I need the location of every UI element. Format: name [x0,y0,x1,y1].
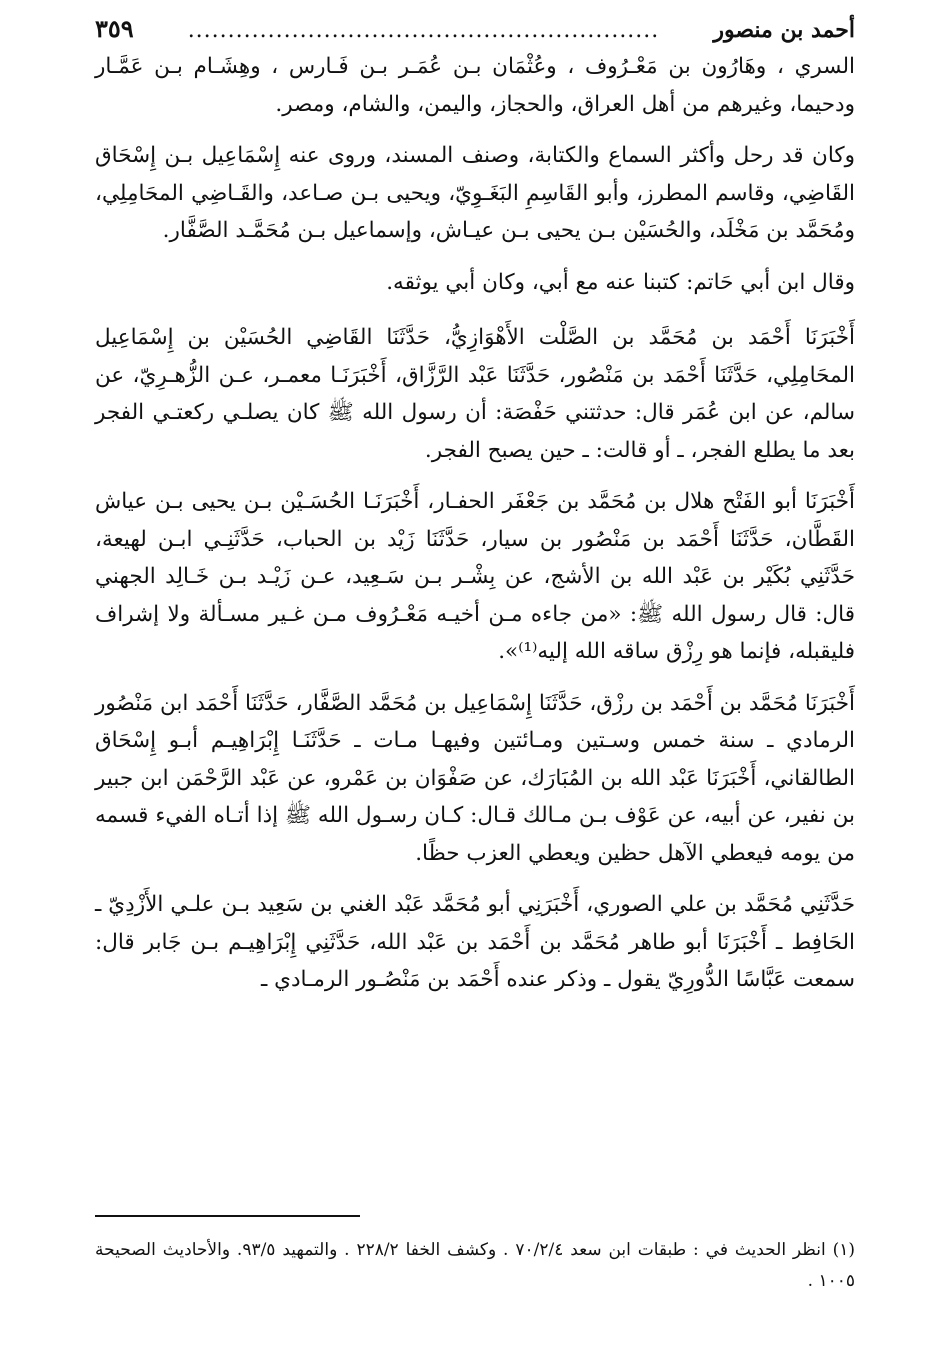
paragraph: أَخْبَرَنَا أَحْمَد بن مُحَمَّد بن الصَّلْت الأَهْوَازِيُّ، حَدَّثَنَا القَاضِي الحُسَيْن بن إِسْمَاعِيل المحَامِلِي، حَدَّثَنَا أَحْمَد بن مَنْصُور، حَدَّثَنَا عَبْد الرَّزَّاق، أَخْبَرَنَـا معمـر، عـن الزُّهـرِيّ، عن سالم، عن ابن عُمَر قال: حدثتني حَفْصَة: أن رسول الله ﷺ كان يصلـي ركعتـي الفجر بعد ما يطلع الفجر، ـ أو قالت: ـ حين يصبح الفجر. [95,325,855,463]
footnote: (١) انظر الحديث في : طبقات ابن سعد ٧٠/٢/٤ . وكشف الخفا ٢٢٨/٢ . والتمهيد ٩٣/٥. والأحاديث الصحيحة ١٠٠٥ . [95,1240,855,1291]
body-text [95,48,855,999]
running-header-title: أحمد بن منصور [713,17,855,43]
footnotes [95,1235,855,1297]
paragraph: السري ، وهَارُون بن مَعْـرُوف ، وعُثْمَان بـن عُمَـر بـن فَـارس ، وهِشَـام بـن عَمَّـار ودحيما، وغيرهم من أهل العراق، والحجاز، واليمن، والشام، ومصر. [95,54,855,117]
paragraph: أَخْبَرَنَا أبو الفَتْح هلال بن مُحَمَّد بن جَعْفَر الحفـار، أَخْبَرَنَـا الحُسَـيْن بـن يحيى بـن عياش القَطَّان، حَدَّثَنَا أَحْمَد بن مَنْصُور بن سيار، حَدَّثَنَا زَيْد بن الحباب، حَدَّثَنِـي ابـن لهيعة، حَدَّثَنِي بُكَيْر بن عَبْد الله بن الأشج، عن بِشْـر بـن سَـعِيد، عـن زَيْـد بـن خَـالِد الجهني قال: قال رسول الله ﷺ: «من جاءه مـن أخيـه مَعْـرُوف مـن غـير مسـألة ولا إشراف فليقبله، فإنما هو رِزْق ساقه الله إليه⁽¹⁾». [95,489,855,664]
footnote-divider [95,1215,360,1217]
paragraph: حَدَّثَنِي مُحَمَّد بن علي الصوري، أَخْبَرَنِي أبو مُحَمَّد عَبْد الغني بن سَعِيد بـن علـي الأَزْدِيّ ـ الحَافِط ـ أَخْبَرَنَا أبو طاهر مُحَمَّد بن أَحْمَد بن عَبْد الله، حَدَّثَنِي إِبْرَاهِيـم بـن جَابر قال: سمعت عَبَّاسًا الدُّورِيّ يقول ـ وذكر عنده أَحْمَد بن مَنْصُـور الرمـادي ـ [95,892,855,992]
paragraph: أَخْبَرَنَا مُحَمَّد بن أَحْمَد بن رزْق، حَدَّثَنَا إِسْمَاعِيل بن مُحَمَّد الصَّفَّار، حَدَّثَنَا أَحْمَد ابن مَنْصُور الرمادي ـ سنة خمس وسـتين ومـائتين وفيهـا مـات ـ حَدَّثَنَـا إِبْرَاهِيـم أبـو إِسْحَاق الطالقاني، أَخْبَرَنَا عَبْد الله بن المُبَارَك، عن صَفْوَان بن عَمْرو، عن عَبْد الرَّحْمَن ابن جبير بن نفير، عن أبيه، عن عَوْف بـن مـالك قـال: كـان رسـول الله ﷺ إذا أتـاه الفيء قسمه من يومه فيعطي الآهل حظين ويعطي العزب حظًا. [95,690,855,866]
page-number: ٣٥٩ [95,14,134,43]
paragraph: وكان قد رحل وأكثر السماع والكتابة، وصنف المسند، وروى عنه إِسْمَاعِيل بـن إِسْحَاق القَاضِي، وقاسم المطرز، وأبو القَاسِمِ البَغَـوِيّ، ويحيى بـن صـاعد، والقَـاضِي المحَامِلِي، ومُحَمَّد بن مَخْلَد، والحُسَيْن بـن يحيى بـن عيـاش، وإسماعيل بـن مُحَمَّـد الصَّفَّار. [95,143,855,243]
paragraph: وقال ابن أبي حَاتم: كتبنا عنه مع أبي، وكان أبي يوثقه. [386,269,855,295]
running-header [95,14,855,48]
page [95,14,855,1013]
leader-dots: ........................................................... [187,18,660,43]
